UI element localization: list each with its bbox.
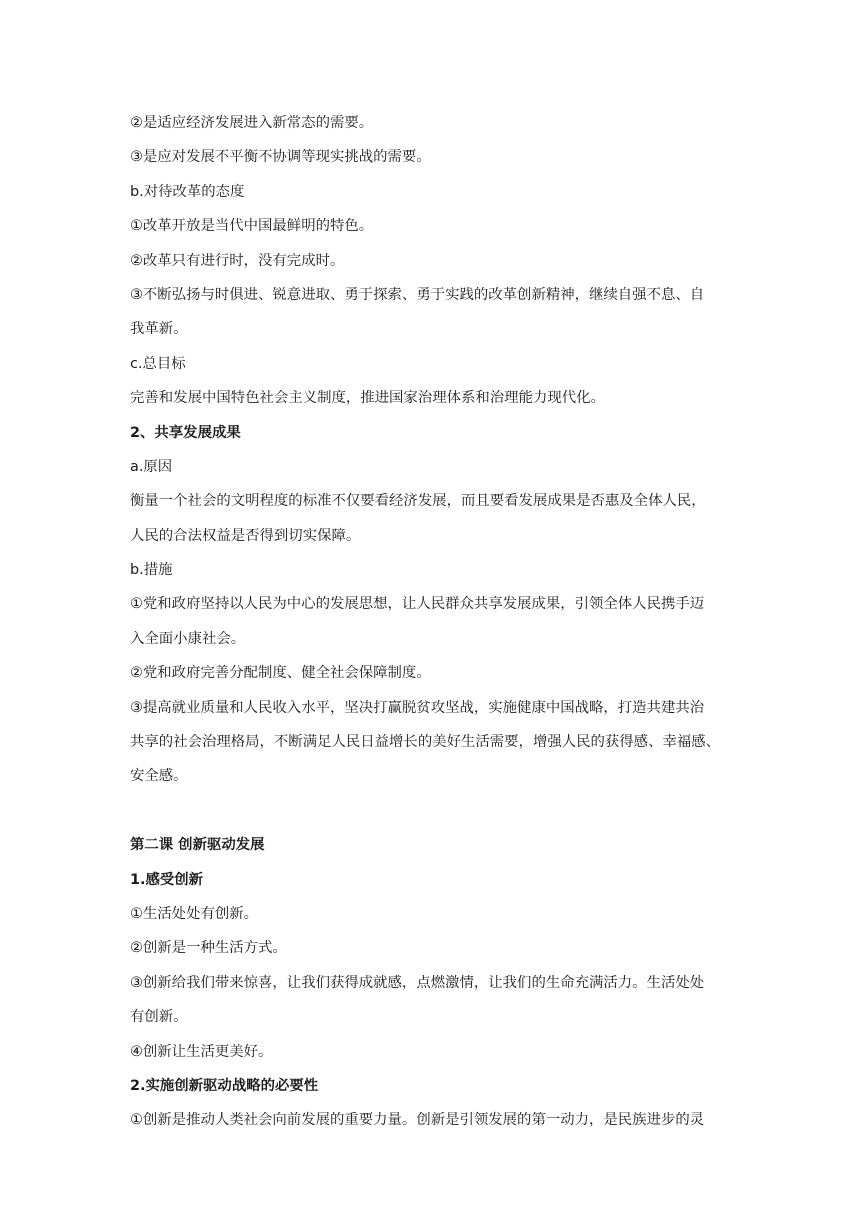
text-line: ②改革只有进行时，没有完成时。 [130,252,345,269]
text-line: b.对待改革的态度 [130,183,245,200]
text-line: ①生活处处有创新。 [130,905,259,922]
text-line: ③提高就业质量和人民收入水平，坚决打赢脱贫攻坚战，实施健康中国战略，打造共建共治 [130,699,705,716]
section-heading: 2、共享发展成果 [130,424,241,441]
text-line: ②党和政府完善分配制度、健全社会保障制度。 [130,665,431,682]
text-line: 完善和发展中国特色社会主义制度，推进国家治理体系和治理能力现代化。 [130,390,605,407]
text-line: 人民的合法权益是否得到切实保障。 [130,527,361,544]
text-line: ①改革开放是当代中国最鲜明的特色。 [130,218,374,235]
text-line: ①党和政府坚持以人民为中心的发展思想，让人民群众共享发展成果，引领全体人民携手迈 [130,596,705,613]
text-line: 有创新。 [130,1009,188,1026]
text-line: 入全面小康社会。 [130,630,246,647]
text-line: 我革新。 [130,321,188,338]
blank-line [130,794,730,828]
section-heading: 1.感受创新 [130,871,204,888]
text-line: ③是应对发展不平衡不协调等现实挑战的需要。 [130,149,431,166]
section-heading: 第二课 创新驱动发展 [130,837,265,854]
text-line: ①创新是推动人类社会向前发展的重要力量。创新是引领发展的第一动力，是民族进步的灵 [130,1112,705,1129]
text-line: ③不断弘扬与时俱进、锐意进取、勇于探索、勇于实践的改革创新精神，继续自强不息、自 [130,286,705,303]
text-line: 共享的社会治理格局，不断满足人民日益增长的美好生活需要，增强人民的获得感、幸福感、 [130,734,721,751]
text-line: b.措施 [130,562,173,579]
text-line: c.总目标 [130,355,186,372]
text-line: ②创新是一种生活方式。 [130,940,287,957]
text-line: ②是适应经济发展进入新常态的需要。 [130,115,374,131]
text-line: 衡量一个社会的文明程度的标准不仅要看经济发展，而且要看发展成果是否惠及全体人民， [130,493,706,510]
section-heading: 2.实施创新驱动战略的必要性 [130,1077,319,1094]
document-body [130,106,730,1138]
text-line: a.原因 [130,458,173,475]
text-line: ③创新给我们带来惊喜，让我们获得成就感，点燃激情，让我们的生命充满活力。生活处处 [130,974,705,991]
text-line: 安全感。 [130,768,188,785]
text-line: ④创新让生活更美好。 [130,1043,273,1060]
